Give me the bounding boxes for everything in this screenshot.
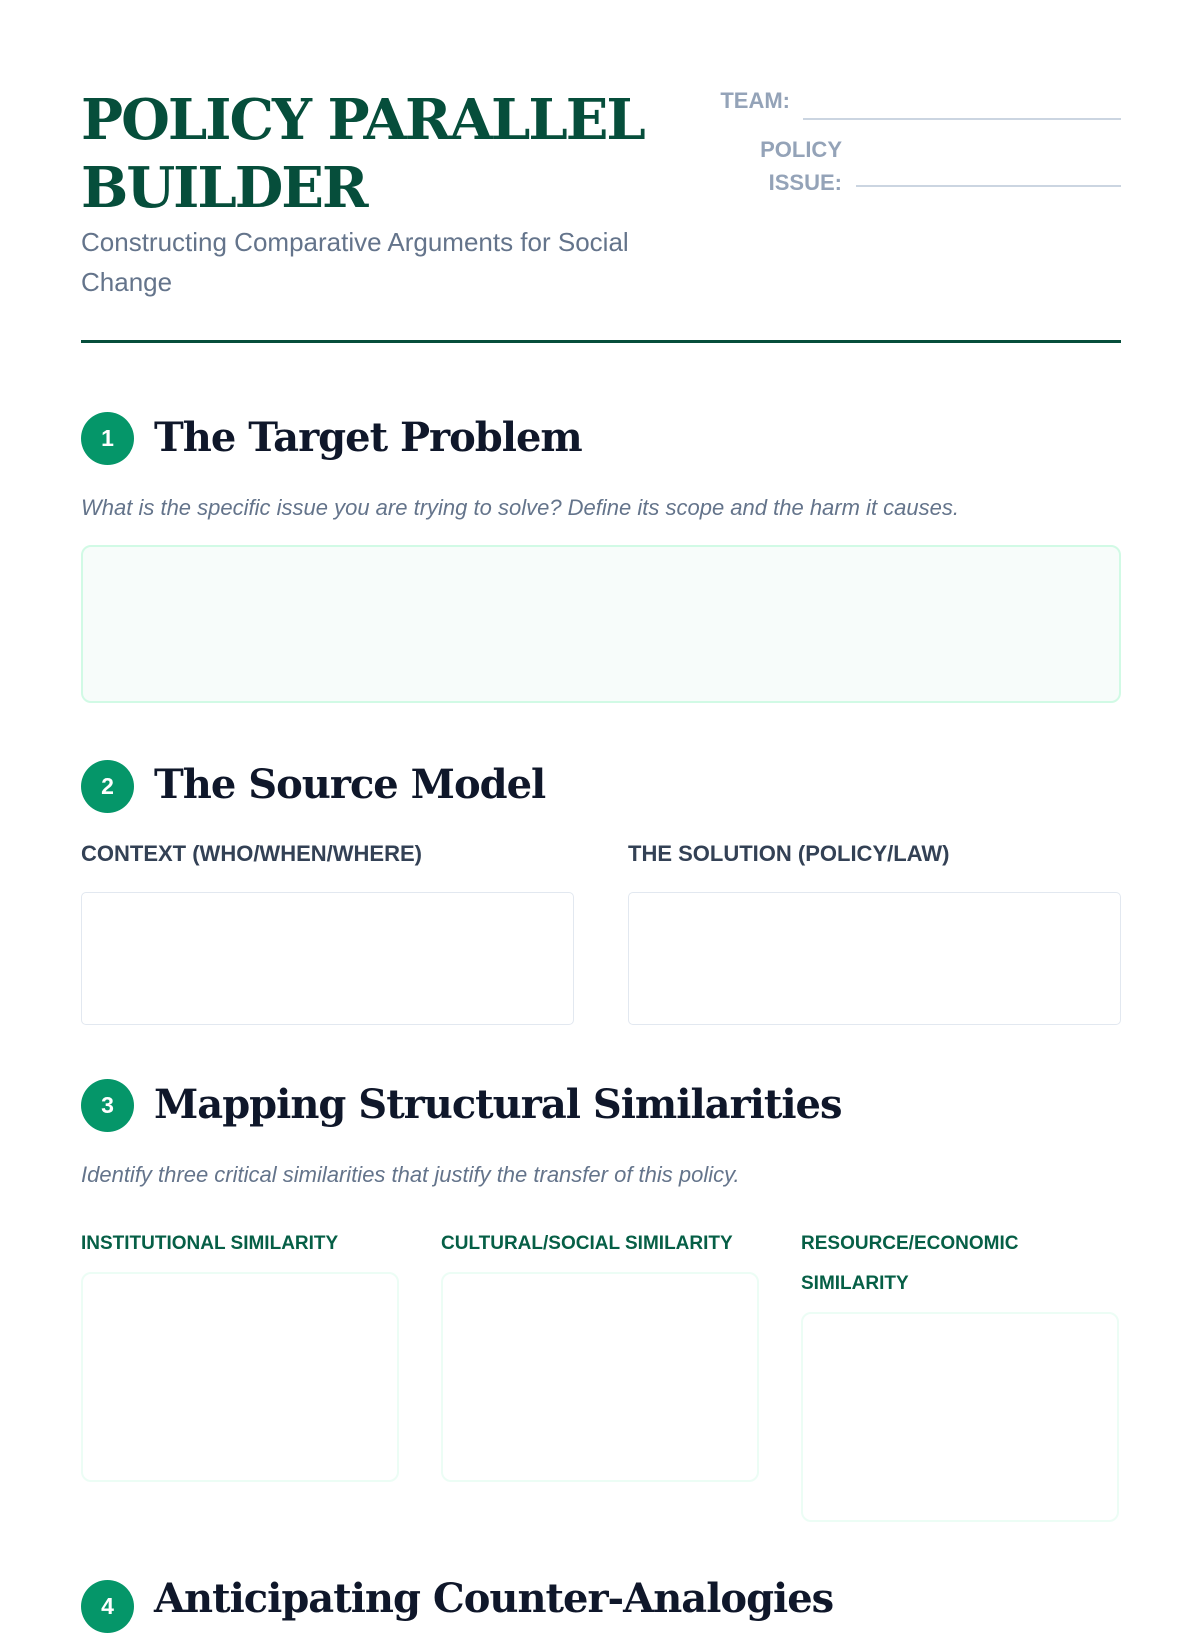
resource-economic-similarity-write-box[interactable] xyxy=(801,1312,1119,1522)
section-3-title: Mapping Structural Similarities xyxy=(154,1081,842,1128)
title-line-2: BUILDER xyxy=(81,155,367,221)
cultural-social-similarity-write-box[interactable] xyxy=(441,1272,759,1482)
subtitle-line-1: Constructing Comparative Arguments for Social xyxy=(81,227,629,257)
worksheet-title xyxy=(81,86,681,222)
header-divider xyxy=(81,340,1121,343)
section-4-title: Anticipating Counter-Analogies xyxy=(154,1575,834,1622)
context-write-box[interactable] xyxy=(81,892,574,1025)
team-write-line[interactable] xyxy=(803,118,1121,120)
target-problem-write-box[interactable] xyxy=(81,545,1121,703)
team-label: TEAM: xyxy=(720,88,790,113)
section-1-title: The Target Problem xyxy=(154,414,582,461)
subtitle-line-2: Change xyxy=(81,267,173,297)
policy-label-line-2: ISSUE: xyxy=(768,170,842,195)
section-3-number-badge: 3 xyxy=(81,1079,134,1132)
title-line-1: POLICY PARALLEL xyxy=(81,87,644,153)
worksheet-subtitle xyxy=(81,222,701,302)
institutional-similarity-write-box[interactable] xyxy=(81,1272,399,1482)
institutional-similarity-label: INSTITUTIONAL SIMILARITY xyxy=(81,1233,339,1254)
policy-label-line-1: POLICY xyxy=(760,137,842,162)
section-1-number-badge: 1 xyxy=(81,412,134,465)
policy-issue-write-line[interactable] xyxy=(856,185,1121,187)
section-2-number-badge: 2 xyxy=(81,760,134,813)
context-label: CONTEXT (WHO/WHEN/WHERE) xyxy=(81,841,422,866)
solution-label: THE SOLUTION (POLICY/LAW) xyxy=(628,841,950,866)
cultural-social-similarity-label: CULTURAL/SOCIAL SIMILARITY xyxy=(441,1233,733,1254)
resource-economic-similarity-label: RESOURCE/ECONOMIC SIMILARITY xyxy=(801,1233,1019,1294)
section-1-description: What is the specific issue you are trying to solve? Define its scope and the harm it causes. xyxy=(81,495,959,520)
section-4-number-badge: 4 xyxy=(81,1580,134,1633)
policy-issue-label xyxy=(700,133,842,199)
section-2-title: The Source Model xyxy=(154,761,546,808)
solution-write-box[interactable] xyxy=(628,892,1121,1025)
section-3-description: Identify three critical similarities that justify the transfer of this policy. xyxy=(81,1162,740,1187)
